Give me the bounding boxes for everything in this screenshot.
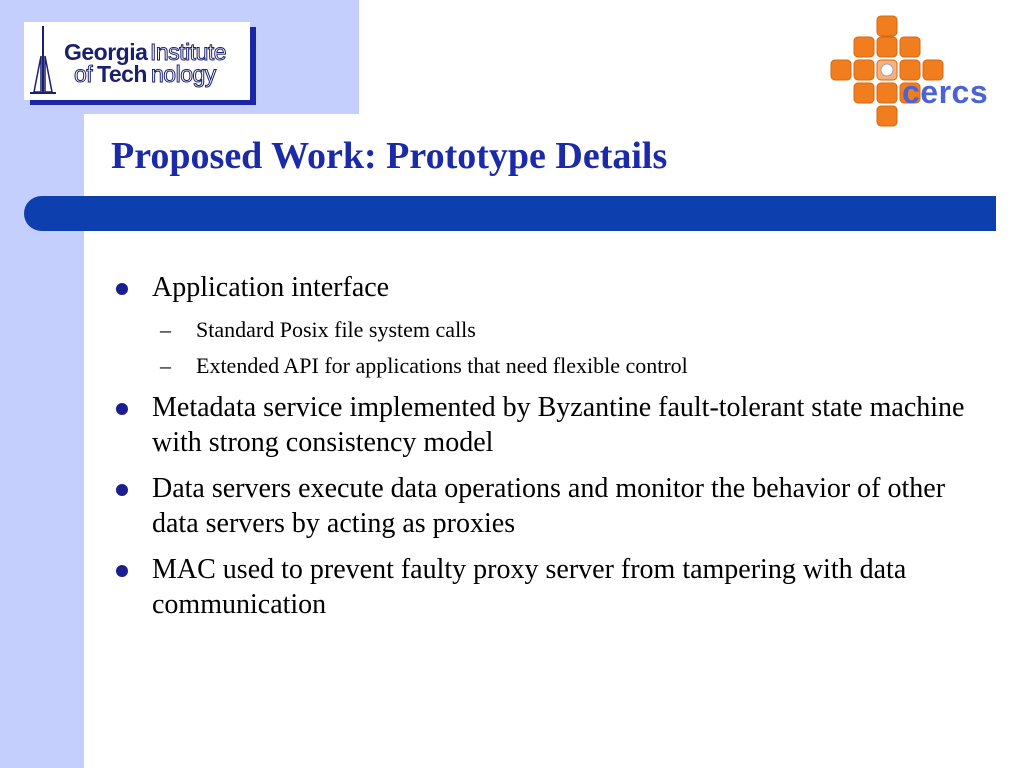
sub-bullet-item: – Extended API for applications that need flexible control	[112, 352, 992, 379]
gt-nology-text: nology	[151, 61, 216, 87]
cercs-wordmark: cercs	[902, 74, 989, 110]
bullet-item: Metadata service implemented by Byzantine fault-tolerant state machine with strong consistency model	[112, 390, 992, 460]
gt-institute-text: Institute	[150, 39, 227, 65]
title-underline-bar	[24, 196, 996, 231]
georgia-tech-logo	[24, 22, 250, 100]
bullet-item: MAC used to prevent faulty proxy server from tampering with data communication	[112, 552, 992, 622]
gt-tech-text: Tech	[97, 61, 147, 87]
bullet-item: Application interface	[112, 270, 992, 305]
gt-of-text: of	[74, 61, 93, 87]
tower-icon	[24, 22, 64, 100]
bullet-list	[112, 270, 992, 633]
left-accent-strip	[0, 0, 84, 768]
sub-bullet-item: – Standard Posix file system calls	[112, 316, 992, 343]
gt-georgia-text: Georgia	[64, 39, 148, 65]
slide-title: Proposed Work: Prototype Details	[111, 135, 668, 177]
bullet-item: Data servers execute data operations and monitor the behavior of other data servers by acting as proxies	[112, 471, 992, 541]
